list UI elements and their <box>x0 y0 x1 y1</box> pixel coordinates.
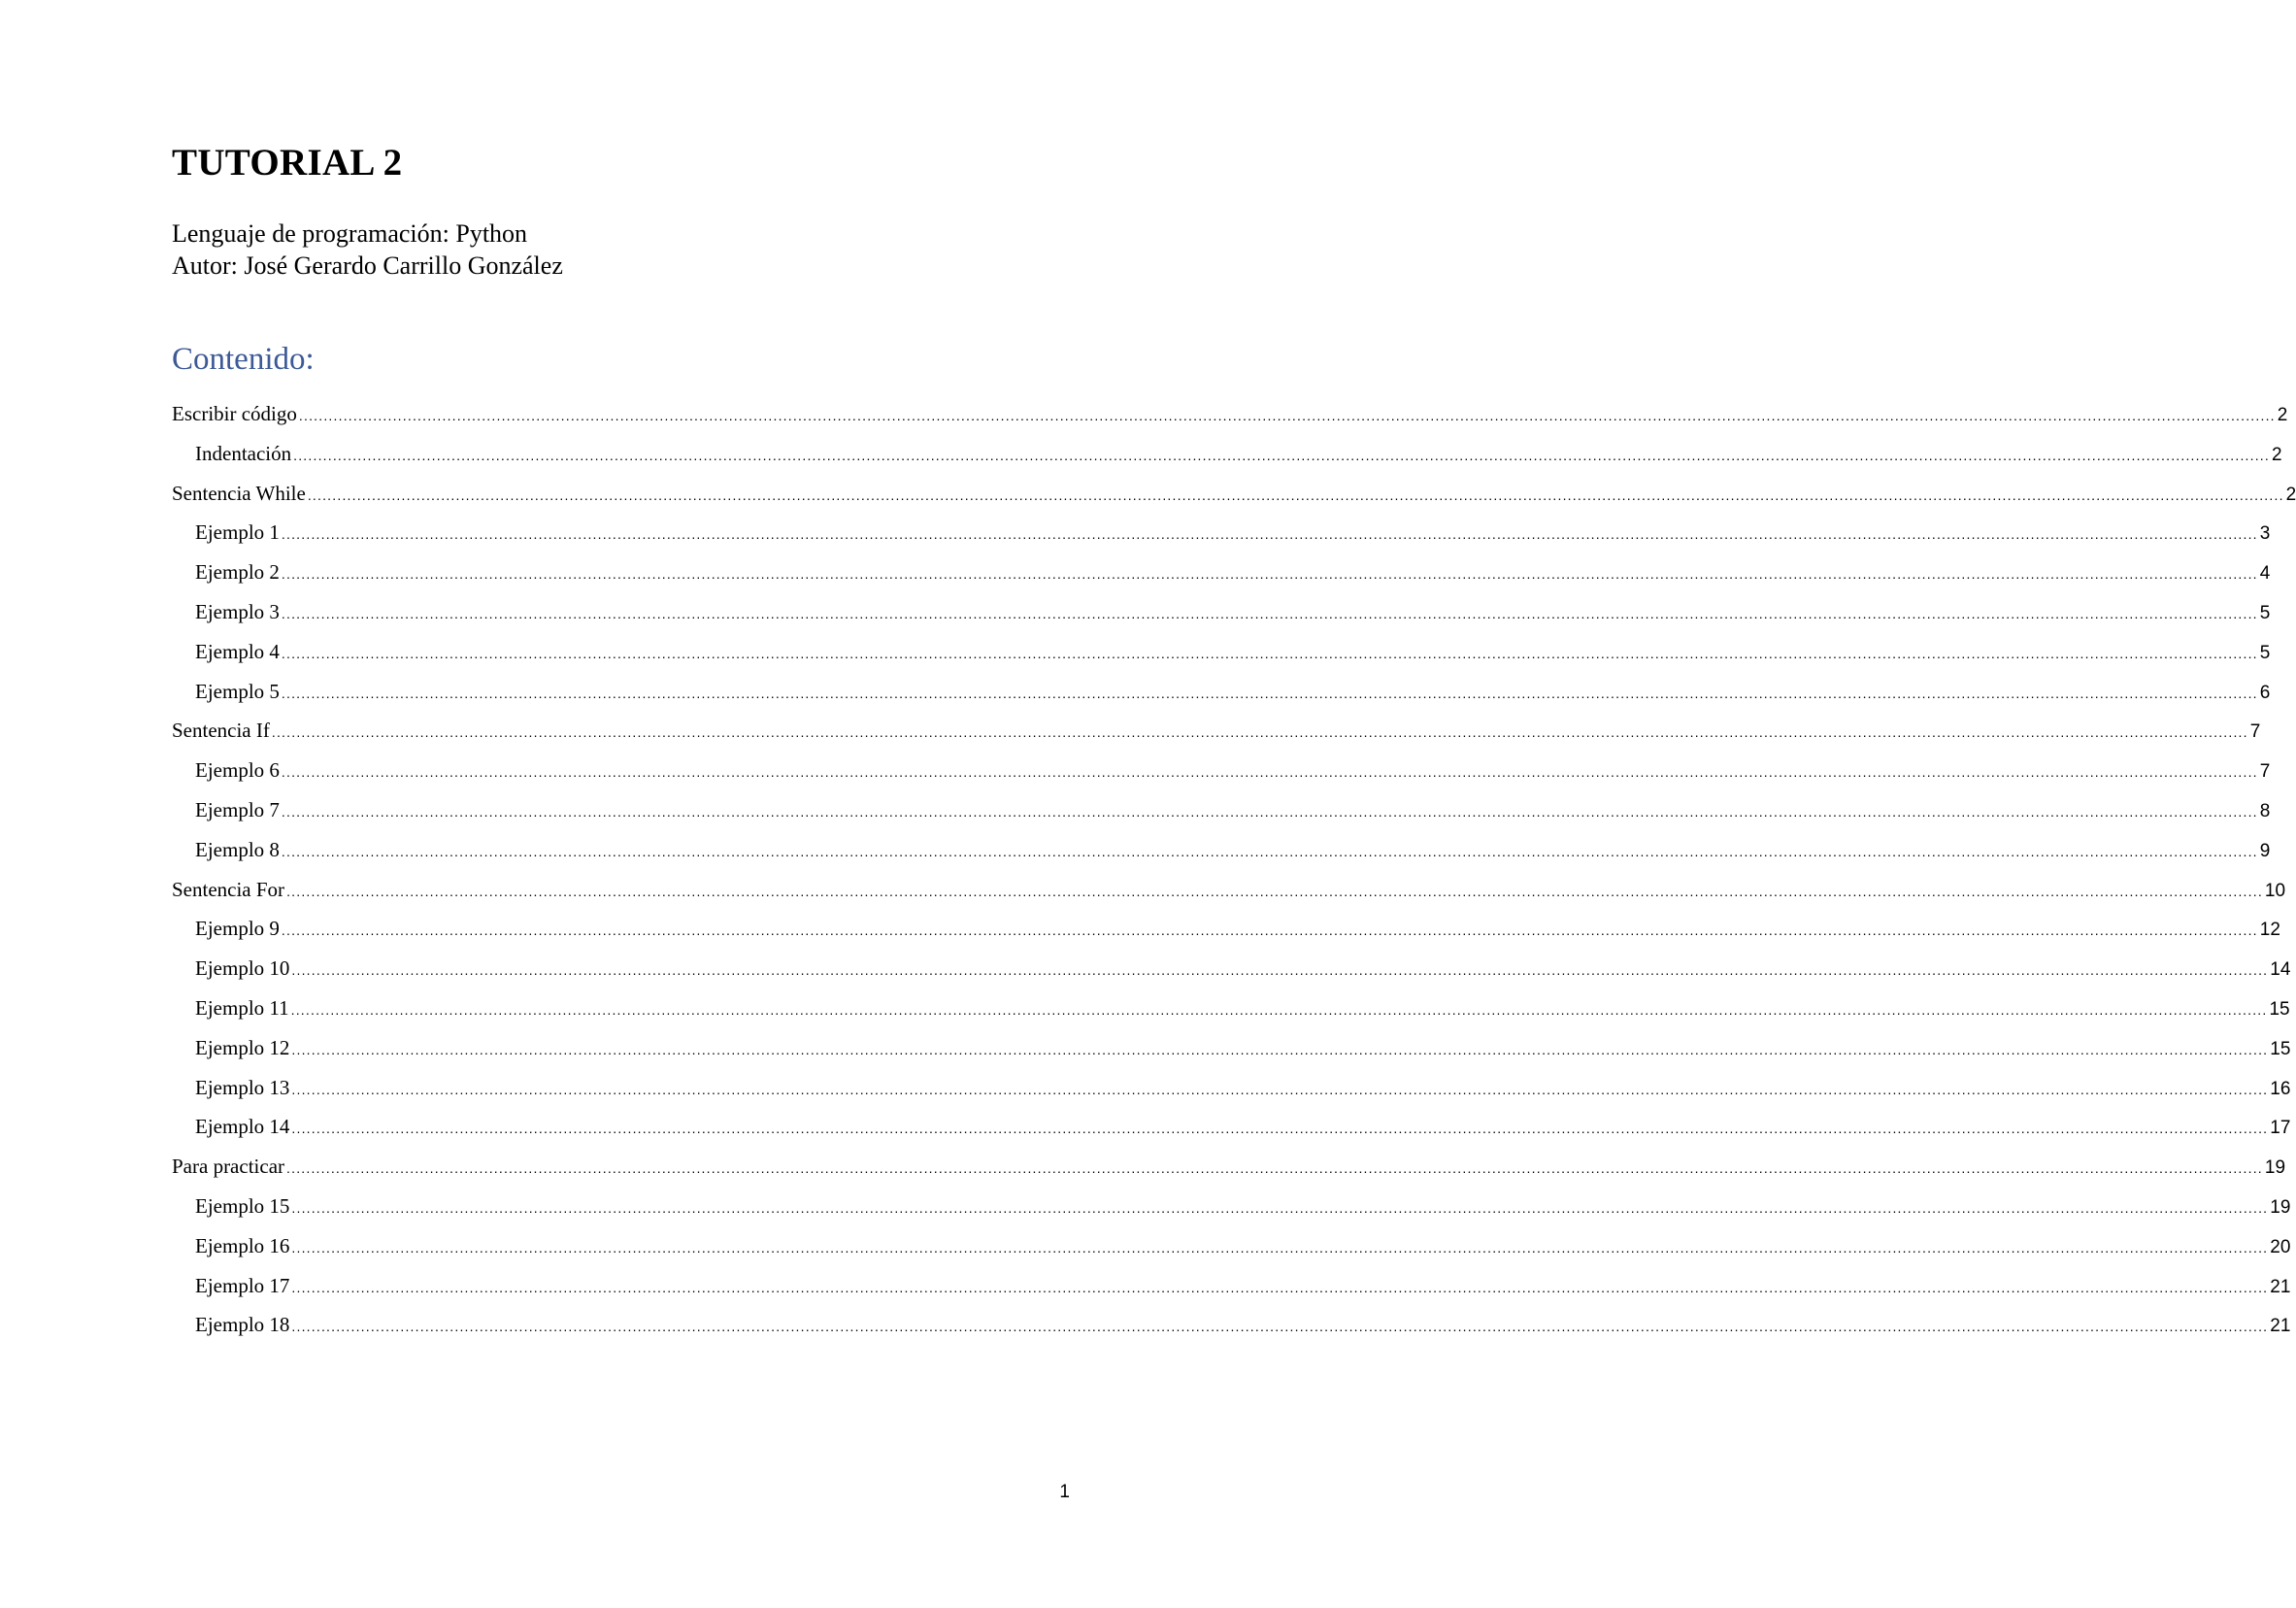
toc-entry[interactable] <box>172 1035 2291 1076</box>
toc-dot-leader: ................................................................................................................................................................................................................................................................................................................................................................................................................ <box>271 724 2248 741</box>
toc-entry-page: 5 <box>2259 642 2271 663</box>
toc-dot-leader: ................................................................................................................................................................................................................................................................................................................................................................................................................ <box>291 1319 2269 1335</box>
document-meta <box>172 218 563 282</box>
toc-dot-leader: ................................................................................................................................................................................................................................................................................................................................................................................................................ <box>293 447 2270 463</box>
toc-entry[interactable] <box>172 956 2291 996</box>
toc-entry-title: Sentencia While <box>172 481 306 505</box>
table-of-contents <box>172 402 2296 1353</box>
toc-dot-leader: ................................................................................................................................................................................................................................................................................................................................................................................................................ <box>291 1279 2269 1295</box>
toc-entry-page: 15 <box>2270 1038 2291 1059</box>
toc-entry-title: Ejemplo 8 <box>195 837 280 861</box>
toc-entry[interactable] <box>172 758 2271 798</box>
toc-entry-page: 5 <box>2259 602 2271 623</box>
toc-entry-title: Sentencia For <box>172 877 285 901</box>
toc-entry[interactable] <box>172 481 2296 521</box>
toc-entry-title: Ejemplo 15 <box>195 1193 290 1218</box>
toc-entry-title: Ejemplo 16 <box>195 1233 290 1257</box>
toc-dot-leader: ................................................................................................................................................................................................................................................................................................................................................................................................................ <box>281 526 2258 543</box>
toc-dot-leader: ................................................................................................................................................................................................................................................................................................................................................................................................................ <box>281 605 2258 621</box>
toc-dot-leader: ................................................................................................................................................................................................................................................................................................................................................................................................................ <box>291 1239 2269 1256</box>
toc-entry[interactable] <box>172 1233 2291 1274</box>
toc-dot-leader: ................................................................................................................................................................................................................................................................................................................................................................................................................ <box>281 922 2258 939</box>
toc-entry-page: 17 <box>2270 1118 2291 1139</box>
toc-entry-page: 8 <box>2259 800 2271 821</box>
toc-dot-leader: ................................................................................................................................................................................................................................................................................................................................................................................................................ <box>291 1041 2269 1057</box>
toc-entry[interactable] <box>172 639 2271 680</box>
toc-entry-title: Sentencia If <box>172 719 270 743</box>
toc-entry-page: 21 <box>2270 1276 2291 1297</box>
toc-entry-title: Ejemplo 4 <box>195 639 280 663</box>
toc-entry-page: 2 <box>2277 405 2288 425</box>
toc-entry-title: Escribir código <box>172 402 297 425</box>
toc-entry[interactable] <box>172 1313 2291 1353</box>
toc-entry-page: 4 <box>2259 563 2271 585</box>
toc-entry[interactable] <box>172 877 2286 918</box>
toc-entry-page: 20 <box>2270 1236 2291 1257</box>
page-number: 1 <box>1059 1482 1070 1502</box>
toc-entry-title: Para practicar <box>172 1155 285 1179</box>
toc-dot-leader: ................................................................................................................................................................................................................................................................................................................................................................................................................ <box>281 566 2258 583</box>
toc-entry[interactable] <box>172 797 2271 838</box>
toc-dot-leader: ................................................................................................................................................................................................................................................................................................................................................................................................................ <box>298 408 2276 423</box>
toc-entry[interactable] <box>172 917 2280 956</box>
toc-entry-title: Ejemplo 18 <box>195 1313 290 1337</box>
toc-entry-page: 19 <box>2270 1196 2291 1218</box>
toc-entry-title: Ejemplo 7 <box>195 797 280 821</box>
toc-dot-leader: ................................................................................................................................................................................................................................................................................................................................................................................................................ <box>286 1160 2263 1177</box>
toc-entry-page: 12 <box>2259 920 2280 941</box>
toc-dot-leader: ................................................................................................................................................................................................................................................................................................................................................................................................................ <box>281 764 2258 781</box>
toc-entry-title: Ejemplo 11 <box>195 995 289 1020</box>
toc-entry-title: Ejemplo 5 <box>195 679 280 703</box>
toc-entry-page: 21 <box>2270 1316 2291 1337</box>
toc-dot-leader: ................................................................................................................................................................................................................................................................................................................................................................................................................ <box>281 685 2258 701</box>
toc-entry-title: Ejemplo 1 <box>195 520 280 545</box>
toc-entry-page: 2 <box>2271 444 2282 465</box>
toc-entry-title: Ejemplo 12 <box>195 1035 290 1059</box>
toc-entry-title: Ejemplo 2 <box>195 560 280 585</box>
toc-entry[interactable] <box>172 837 2271 878</box>
toc-entry-title: Ejemplo 13 <box>195 1075 290 1099</box>
toc-entry[interactable] <box>172 1273 2291 1314</box>
toc-entry-title: Indentación <box>195 441 292 465</box>
toc-entry-page: 9 <box>2259 840 2271 861</box>
toc-entry[interactable] <box>172 520 2271 560</box>
toc-dot-leader: ................................................................................................................................................................................................................................................................................................................................................................................................................ <box>291 1121 2269 1137</box>
toc-entry[interactable] <box>172 560 2271 600</box>
toc-entry[interactable] <box>172 1155 2286 1194</box>
toc-entry[interactable] <box>172 679 2271 720</box>
toc-dot-leader: ................................................................................................................................................................................................................................................................................................................................................................................................................ <box>290 1001 2268 1018</box>
toc-entry-title: Ejemplo 6 <box>195 758 280 783</box>
document-title: TUTORIAL 2 <box>172 142 403 184</box>
toc-dot-leader: ................................................................................................................................................................................................................................................................................................................................................................................................................ <box>286 883 2263 899</box>
contents-heading: Contenido: <box>172 342 315 377</box>
toc-entry-page: 7 <box>2259 761 2271 783</box>
toc-entry-title: Ejemplo 3 <box>195 599 280 623</box>
toc-dot-leader: ................................................................................................................................................................................................................................................................................................................................................................................................................ <box>307 486 2284 503</box>
toc-entry-page: 14 <box>2270 959 2291 981</box>
toc-entry[interactable] <box>172 402 2288 442</box>
toc-entry-page: 15 <box>2269 998 2290 1020</box>
toc-entry-page: 6 <box>2259 682 2271 703</box>
toc-entry-page: 10 <box>2264 880 2286 901</box>
toc-entry[interactable] <box>172 719 2261 758</box>
language-line: Lenguaje de programación: Python <box>172 219 528 248</box>
toc-entry-title: Ejemplo 17 <box>195 1273 290 1297</box>
toc-entry-page: 16 <box>2270 1078 2291 1099</box>
toc-entry-title: Ejemplo 10 <box>195 956 290 981</box>
toc-entry[interactable] <box>172 1075 2291 1116</box>
toc-dot-leader: ................................................................................................................................................................................................................................................................................................................................................................................................................ <box>291 1199 2269 1216</box>
toc-entry[interactable] <box>172 1193 2291 1234</box>
author-line: Autor: José Gerardo Carrillo González <box>172 251 563 280</box>
toc-dot-leader: ................................................................................................................................................................................................................................................................................................................................................................................................................ <box>281 843 2258 859</box>
toc-entry-page: 3 <box>2259 523 2271 545</box>
toc-entry-page: 7 <box>2249 721 2261 743</box>
toc-dot-leader: ................................................................................................................................................................................................................................................................................................................................................................................................................ <box>281 645 2258 661</box>
toc-dot-leader: ................................................................................................................................................................................................................................................................................................................................................................................................................ <box>291 962 2269 979</box>
toc-entry-title: Ejemplo 9 <box>195 917 280 941</box>
toc-entry-title: Ejemplo 14 <box>195 1115 290 1139</box>
toc-entry[interactable] <box>172 599 2271 640</box>
toc-dot-leader: ................................................................................................................................................................................................................................................................................................................................................................................................................ <box>281 803 2258 820</box>
toc-entry-page: 2 <box>2285 484 2296 505</box>
toc-entry-page: 19 <box>2264 1157 2286 1179</box>
toc-entry[interactable] <box>172 995 2290 1036</box>
toc-entry[interactable] <box>172 1115 2291 1155</box>
toc-dot-leader: ................................................................................................................................................................................................................................................................................................................................................................................................................ <box>291 1081 2269 1097</box>
toc-entry[interactable] <box>172 441 2282 482</box>
